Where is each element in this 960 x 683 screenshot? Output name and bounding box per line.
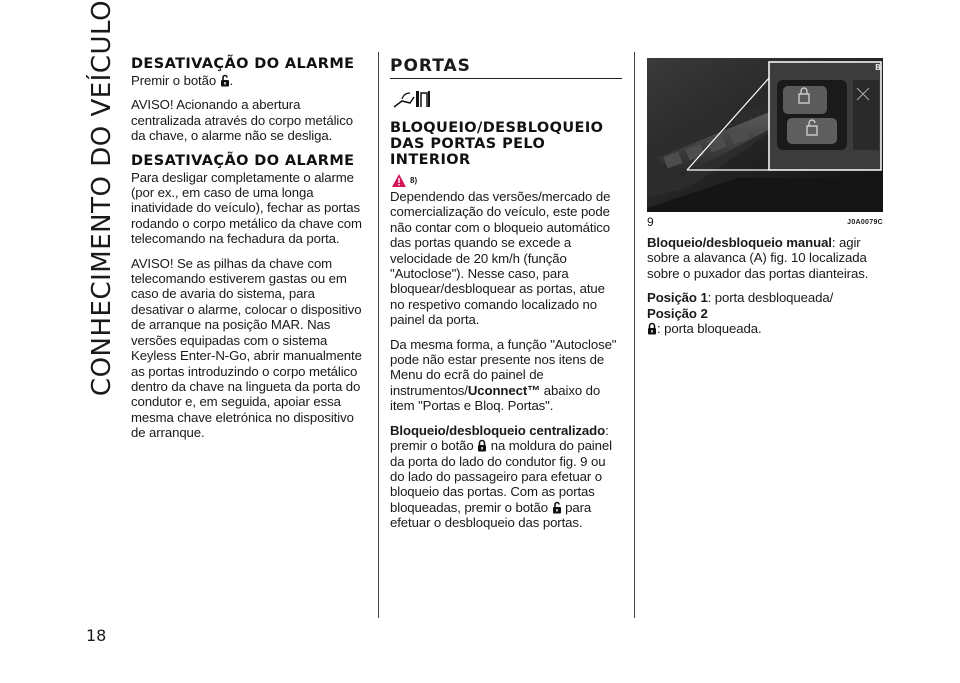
paragraph: Para desligar completamente o alarme (por ex., em caso de uma longa inatividade do veículo), fechar as portas rodando o corpo metálico da chave com telecomando na fechadura da porta.: [131, 169, 362, 247]
section-rule: [390, 78, 622, 79]
section-heading: DESATIVAÇÃO DO ALARME: [131, 56, 355, 72]
warning-row: [392, 174, 622, 187]
paragraph: Dependendo das versões/mercado de comercialização do veículo, este pode não contar com o bloqueio automático das portas quando se excede a velocidade de 20 km/h (função "Autoclose"). Nesse caso, para bloquear/desbloquear as portas, atue no respetivo comando localizado no painel da porta.: [390, 189, 611, 328]
paragraph: Bloqueio/desbloqueio centralizado: premir o botão na moldura do painel da porta do lado do condutor fig. 9 ou do lado do passageiro para efetuar o bloqueio das portas. Com as portas bloqueadas, premir o botão para efetuar o desbloqueio das portas.: [390, 422, 612, 531]
warning-icon: [392, 174, 406, 187]
unlock-icon: [552, 501, 562, 514]
column-divider: [378, 52, 379, 618]
unlock-icon: [220, 74, 230, 87]
section-heading: BLOQUEIO/DESBLOQUEIO DAS PORTAS PELO INTERIOR: [390, 120, 604, 168]
paragraph: Da mesma forma, a função "Autoclose" pode não estar presente nos itens de Menu do ecrã do painel de instrumentos/Uconnect™ abaixo do item "Portas e Bloq. Portas".: [390, 336, 617, 414]
chapter-sidebar: [84, 0, 120, 397]
figure-number: 9: [647, 215, 654, 229]
lock-icon: [477, 439, 487, 452]
figure-caption: [647, 215, 883, 229]
column-alarm: [131, 56, 365, 450]
paragraph: Posição 1: porta desbloqueada/ Posição 2 : porta bloqueada.: [647, 290, 834, 337]
door-panel-illustration: [647, 58, 883, 212]
page-number: 18: [86, 626, 107, 645]
paragraph: AVISO! Acionando a abertura centralizada através do corpo metálico da chave, o alarme não se desliga.: [131, 97, 353, 144]
figure-code: J0A0079C: [847, 218, 883, 226]
column-divider: [634, 52, 635, 618]
svg-text:B: B: [875, 63, 882, 72]
paragraph: Premir o botão .: [131, 73, 234, 88]
door-lock-icon: [392, 87, 434, 109]
column-doors: [390, 56, 622, 540]
door-panel-photo: [647, 58, 883, 212]
paragraph: AVISO! Se as pilhas da chave com telecomando estiverem gastas ou em caso de avaria do sistema, para desativar o alarme, colocar o dispositivo de arranque na posição MAR. Nas versões equipadas com o sistema Keyless Enter-N-Go, abrir manualmente as portas introduzindo o corpo metálico dentro da chave na lingueta da porta do condutor e, em seguida, apoiar essa mesma chave eletrónica no dispositivo de arranque.: [131, 255, 362, 441]
paragraph: Bloqueio/desbloqueio manual: agir sobre a alavanca (A) fig. 10 localizada sobre o puxador das portas dianteiras.: [647, 235, 869, 281]
warning-reference: 8): [410, 176, 418, 185]
section-heading: DESATIVAÇÃO DO ALARME: [131, 152, 355, 169]
lock-icon: [647, 322, 657, 335]
column-manual-lock: [647, 58, 883, 345]
chapter-title: CONHECIMENTO DO VEÍCULO: [87, 0, 118, 397]
chapter-section-title: PORTAS: [390, 56, 471, 76]
